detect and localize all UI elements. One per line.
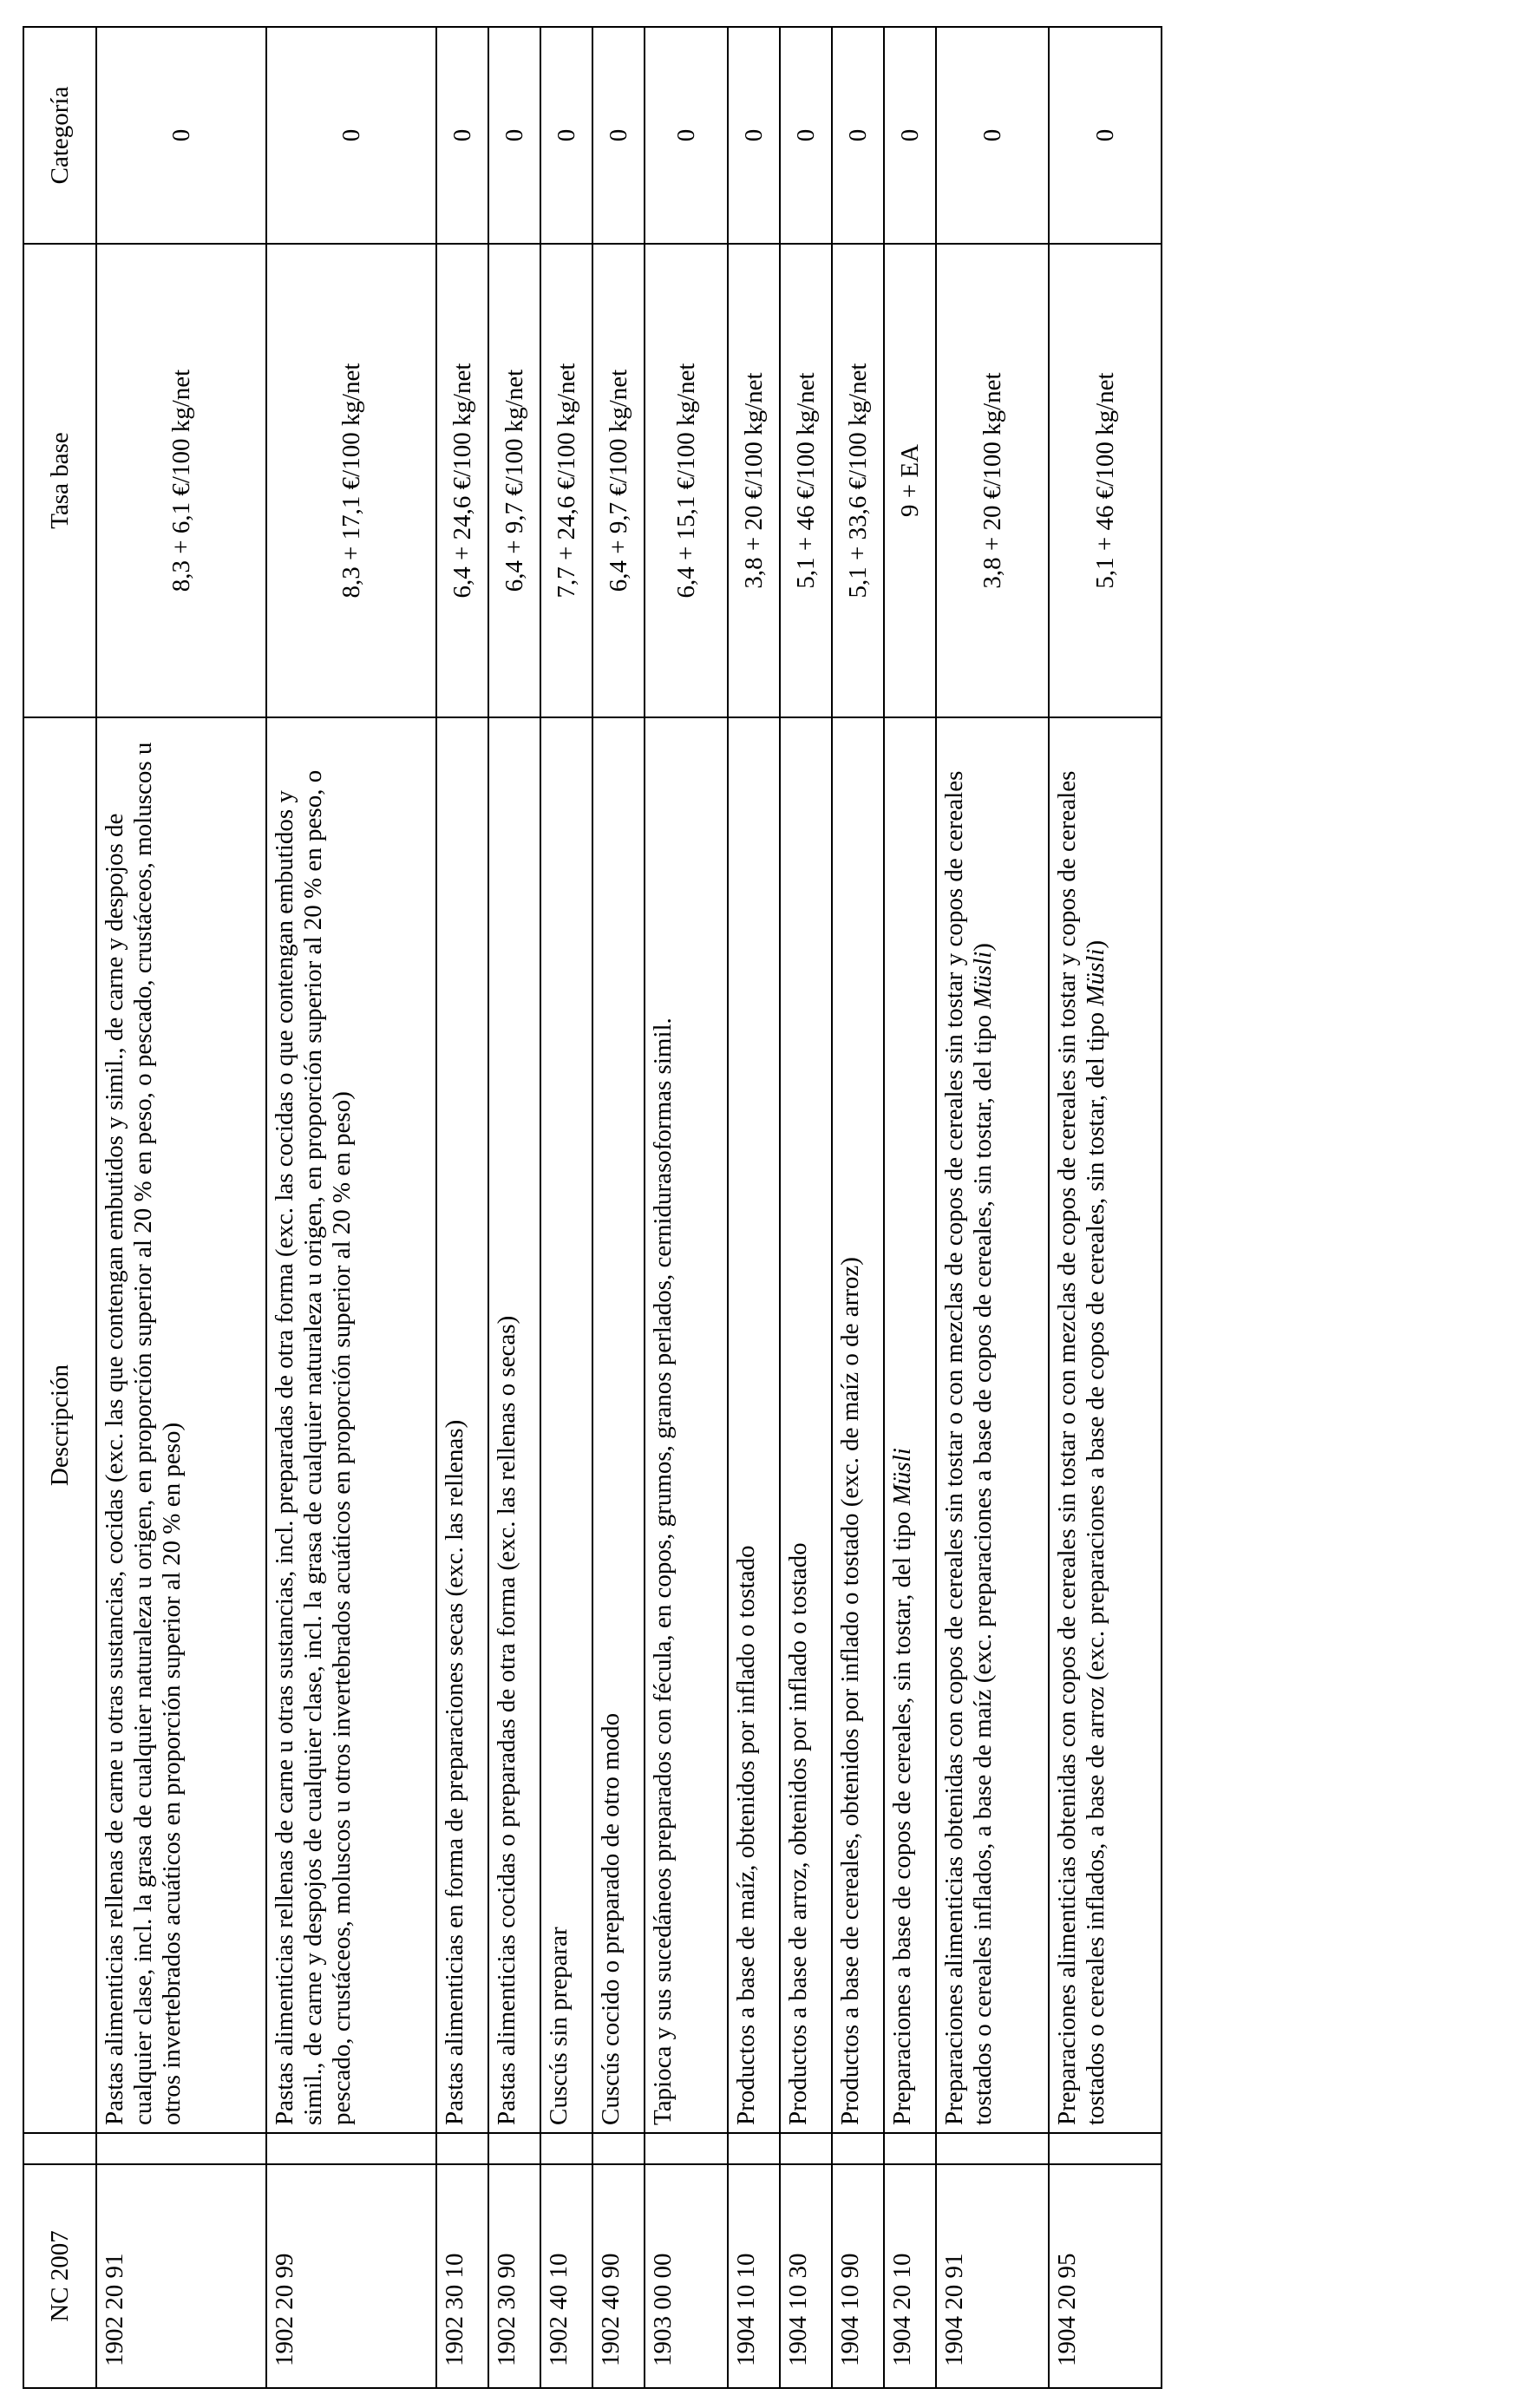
rate-cell: 8,3 + 17,1 €/100 kg/net: [266, 244, 436, 717]
code-cell: 1903 00 00: [645, 2164, 728, 2388]
spacer-cell: [96, 2133, 266, 2164]
code-cell: 1904 10 90: [832, 2164, 884, 2388]
category-cell: 0: [936, 27, 1049, 244]
table-row: [728, 27, 780, 2388]
description-text: Preparaciones a base de copos de cereales, sin tostar, del tipo: [888, 1505, 916, 2125]
description-cell: Pastas alimenticias rellenas de carne u otras sustancias, cocidas (exc. las que contengan embutidos y simil., de carne y despojos de cualquier clase, incl. la grasa de cualquier naturaleza u origen, en proporción superior al 20 % en peso, o pescado, crustáceos, moluscos u otros invertebrados acuáticos en proporción superior al 20 % en peso): [96, 717, 266, 2133]
table-row: [436, 27, 488, 2388]
table-row: [780, 27, 832, 2388]
code-cell: 1902 30 90: [488, 2164, 540, 2388]
description-cell: [936, 717, 1049, 2133]
description-cell: [1049, 717, 1162, 2133]
category-cell: 0: [832, 27, 884, 244]
rate-cell: 5,1 + 33,6 €/100 kg/net: [832, 244, 884, 717]
category-cell: 0: [728, 27, 780, 244]
spacer-cell: [488, 2133, 540, 2164]
description-cell: Cuscús cocido o preparado de otro modo: [592, 717, 645, 2133]
description-text: Preparaciones alimenticias obtenidas con copos de cereales sin tostar o con mezclas de copos de cereales sin tostar y copos de cereales tostados o cereales inflados, a base de maíz (exc. preparaciones a base de copos de cereales, sin tostar, del tipo: [940, 770, 997, 2125]
spacer-cell: [780, 2133, 832, 2164]
header-code: NC 2007: [23, 2164, 96, 2388]
table-row: [884, 27, 936, 2388]
category-cell: 0: [592, 27, 645, 244]
rate-cell: 9 + EA: [884, 244, 936, 717]
description-cell: Tapioca y sus sucedáneos preparados con fécula, en copos, grumos, granos perlados, cernidurasoformas simil.: [645, 717, 728, 2133]
code-cell: 1904 20 10: [884, 2164, 936, 2388]
description-italic: Müsli: [888, 1448, 916, 1506]
rate-cell: 6,4 + 15,1 €/100 kg/net: [645, 244, 728, 717]
table-row: [1049, 27, 1162, 2388]
header-spacer: [23, 2133, 96, 2164]
code-cell: 1904 20 91: [936, 2164, 1049, 2388]
rate-cell: 7,7 + 24,6 €/100 kg/net: [540, 244, 592, 717]
description-text: Preparaciones alimenticias obtenidas con copos de cereales sin tostar o con mezclas de copos de cereales sin tostar y copos de cereales tostados o cereales inflados, a base de arroz (exc. preparaciones a base de copos de cereales, sin tostar, del tipo: [1053, 770, 1109, 2125]
code-cell: 1902 20 91: [96, 2164, 266, 2388]
rate-cell: 6,4 + 9,7 €/100 kg/net: [592, 244, 645, 717]
table-row: [488, 27, 540, 2388]
code-cell: 1904 20 95: [1049, 2164, 1162, 2388]
description-italic: Müsli: [1081, 948, 1109, 1006]
table-row: [645, 27, 728, 2388]
description-cell: Cuscús sin preparar: [540, 717, 592, 2133]
spacer-cell: [592, 2133, 645, 2164]
rate-cell: 6,4 + 9,7 €/100 kg/net: [488, 244, 540, 717]
spacer-cell: [436, 2133, 488, 2164]
category-cell: 0: [645, 27, 728, 244]
category-cell: 0: [540, 27, 592, 244]
category-cell: 0: [266, 27, 436, 244]
header-description: Descripción: [23, 717, 96, 2133]
description-cell: [884, 717, 936, 2133]
code-cell: 1902 40 10: [540, 2164, 592, 2388]
spacer-cell: [936, 2133, 1049, 2164]
code-cell: 1904 10 10: [728, 2164, 780, 2388]
code-cell: 1902 20 99: [266, 2164, 436, 2388]
category-cell: 0: [488, 27, 540, 244]
rate-cell: 3,8 + 20 €/100 kg/net: [936, 244, 1049, 717]
description-cell: Productos a base de cereales, obtenidos por inflado o tostado (exc. de maíz o de arroz): [832, 717, 884, 2133]
category-cell: 0: [436, 27, 488, 244]
spacer-cell: [645, 2133, 728, 2164]
rate-cell: 8,3 + 6,1 €/100 kg/net: [96, 244, 266, 717]
description-cell: Pastas alimenticias en forma de preparaciones secas (exc. las rellenas): [436, 717, 488, 2133]
description-italic: Müsli: [968, 951, 997, 1009]
header-rate: Tasa base: [23, 244, 96, 717]
category-cell: 0: [780, 27, 832, 244]
code-cell: 1902 40 90: [592, 2164, 645, 2388]
spacer-cell: [884, 2133, 936, 2164]
code-cell: 1904 10 30: [780, 2164, 832, 2388]
description-tail: ): [1081, 939, 1109, 949]
rate-cell: 6,4 + 24,6 €/100 kg/net: [436, 244, 488, 717]
table-row: [832, 27, 884, 2388]
spacer-cell: [728, 2133, 780, 2164]
table-row: [266, 27, 436, 2388]
header-category: Categoría: [23, 27, 96, 244]
header-row: [23, 27, 96, 2388]
table-row: [96, 27, 266, 2388]
tariff-table: [23, 26, 1162, 2389]
spacer-cell: [832, 2133, 884, 2164]
spacer-cell: [1049, 2133, 1162, 2164]
table-row: [540, 27, 592, 2388]
description-cell: Productos a base de maíz, obtenidos por inflado o tostado: [728, 717, 780, 2133]
category-cell: 0: [96, 27, 266, 244]
spacer-cell: [266, 2133, 436, 2164]
category-cell: 0: [1049, 27, 1162, 244]
description-cell: Productos a base de arroz, obtenidos por inflado o tostado: [780, 717, 832, 2133]
description-tail: ): [968, 943, 997, 952]
category-cell: 0: [884, 27, 936, 244]
spacer-cell: [540, 2133, 592, 2164]
code-cell: 1902 30 10: [436, 2164, 488, 2388]
rate-cell: 3,8 + 20 €/100 kg/net: [728, 244, 780, 717]
rate-cell: 5,1 + 46 €/100 kg/net: [780, 244, 832, 717]
table-row: [936, 27, 1049, 2388]
description-cell: Pastas alimenticias rellenas de carne u otras sustancias, incl. preparadas de otra forma (exc. las cocidas o que contengan embutidos y simil., de carne y despojos de cualquier clase, incl. la grasa de cualquier naturaleza u origen, en proporción superior al 20 % en peso, o pescado, crustáceos, moluscos u otros invertebrados acuáticos en proporción superior al 20 % en peso): [266, 717, 436, 2133]
description-cell: Pastas alimenticias cocidas o preparadas de otra forma (exc. las rellenas o secas): [488, 717, 540, 2133]
rate-cell: 5,1 + 46 €/100 kg/net: [1049, 244, 1162, 717]
table-row: [592, 27, 645, 2388]
